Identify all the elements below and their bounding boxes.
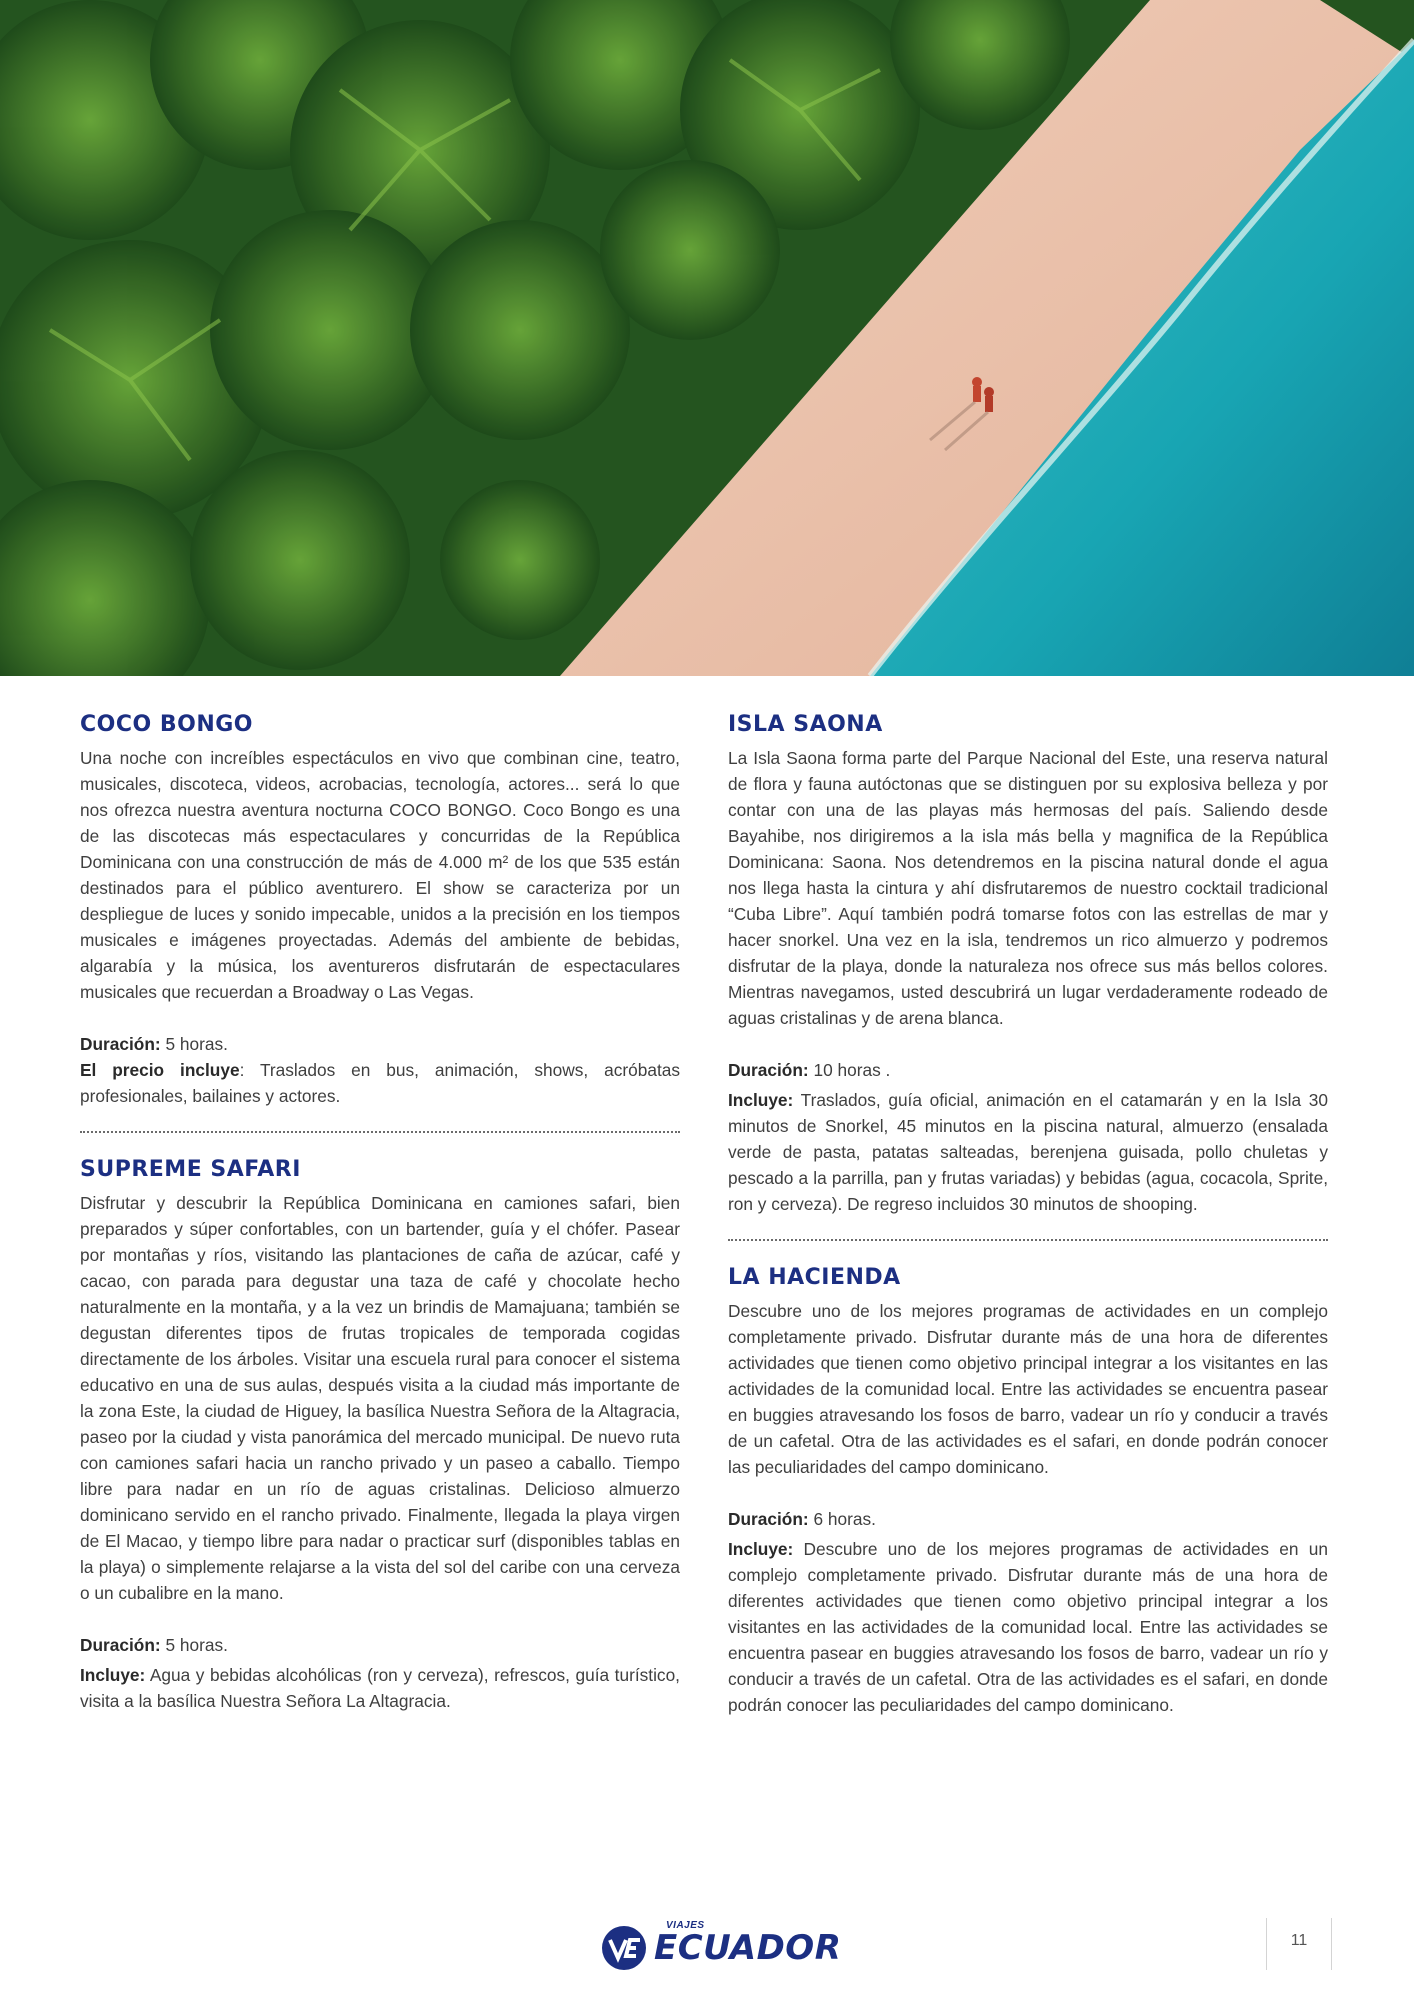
la-hacienda-duration — [728, 1506, 1328, 1532]
duration-label: Duración: — [80, 1034, 161, 1054]
isla-saona-title: ISLA SAONA — [728, 712, 883, 737]
duration-value: 6 horas. — [808, 1509, 876, 1529]
isla-saona-includes — [728, 1087, 1328, 1217]
la-hacienda-includes — [728, 1536, 1328, 1718]
coco-bongo-duration — [80, 1031, 680, 1057]
coco-bongo-title: COCO BONGO — [80, 712, 253, 737]
section-divider — [728, 1239, 1328, 1241]
duration-value: 10 horas . — [808, 1060, 891, 1080]
duration-label: Duración: — [728, 1509, 809, 1529]
duration-label: Duración: — [80, 1635, 161, 1655]
right-column — [728, 712, 1328, 1718]
isla-saona-duration — [728, 1057, 1328, 1083]
viajes-ecuador-logo — [600, 1918, 842, 1976]
includes-value: Agua y bebidas alcohólicas (ron y cerveza), refrescos, guía turístico, visita a la basílica Nuestra Señora La Altagracia. — [80, 1665, 680, 1711]
isla-saona-description: La Isla Saona forma parte del Parque Nacional del Este, una reserva natural de flora y fauna autóctonas que se distinguen por su explosiva belleza y por contar con una de las playas más hermosas del país. Saliendo desde Bayahibe, nos dirigiremos a la isla más bella y magnifica de la República Dominicana: Saona. Nos detendremos en la piscina natural donde el agua nos llega hasta la cintura y ahí disfrutaremos de nuestro cocktail tradicional “Cuba Libre”. Aquí también podrá tomarse fotos con las estrellas de mar y hacer snorkel. Una vez en la isla, tendremos un rico almuerzo y podremos disfrutar de la playa, donde la naturaleza nos ofrece sus más bellos colores. Mientras navegamos, usted descubrirá un lugar verdaderamente rodeado de aguas cristalinas y de arena blanca. — [728, 748, 1328, 1028]
includes-label: Incluye: — [728, 1539, 794, 1559]
la-hacienda-description: Descubre uno de los mejores programas de actividades en un complejo completamente privado. Disfrutar durante más de una hora de diferentes actividades que tienen como objetivo principal integrar a los visitantes en las actividades de la comunidad local. Entre las actividades se encuentra pasear en buggies atravesando los fosos de barro, vadear un río y conducir a través de un cafetal. Otra de las actividades es el safari, en donde podrán conocer las peculiaridades del campo dominicano. — [728, 1301, 1328, 1477]
la-hacienda-title: LA HACIENDA — [728, 1265, 901, 1290]
page-number-box — [1266, 1918, 1332, 1970]
duration-value: 5 horas. — [160, 1034, 228, 1054]
beach-illustration — [0, 0, 1414, 676]
includes-value: : Traslados en bus, animación, shows, acróbatas profesionales, bailaines y actores. — [80, 1060, 680, 1106]
page-number: 11 — [1290, 1932, 1308, 1949]
includes-value: Traslados, guía oficial, animación en el catamarán y en la Isla 30 minutos de Snorkel, 45 minutos en la piscina natural, almuerzo (ensalada verde de pasta, patatas salteadas, berenjena guisada, pollo chuletas y pescado a la parrilla, pan y frutas variadas) y bebidas (agua, cocacola, Sprite, ron y cerveza). De regreso incluidos 30 minutos de shooping. — [728, 1090, 1328, 1214]
hero-photo-beach-aerial — [0, 0, 1414, 676]
ve-logo-icon — [600, 1924, 648, 1972]
section-divider — [80, 1131, 680, 1133]
includes-value: Descubre uno de los mejores programas de actividades en un complejo completamente privado. Disfrutar durante más de una hora de diferentes actividades que tienen como objetivo principal integrar a los visitantes en las actividades de la comunidad local. Entre las actividades se encuentra pasear en buggies atravesando los fosos de barro, vadear un río y conducir a través de un cafetal. Otra de las actividades es el safari, en donde podrán conocer las peculiaridades del campo dominicano. — [728, 1539, 1328, 1715]
includes-label: Incluye: — [728, 1090, 794, 1110]
left-column — [80, 712, 680, 1714]
coco-bongo-description: Una noche con increíbles espectáculos en vivo que combinan cine, teatro, musicales, discoteca, videos, acrobacias, tecnología, actores... será lo que nos ofrezca nuestra aventura nocturna COCO BONGO. Coco Bongo es una de las discotecas más espectaculares y concurridas de la República Dominicana con una construcción de más de 4.000 m² de los que 535 están destinados para el público aventurero. El show se caracteriza por un despliegue de luces y sonido impecable, unidos a la precisión en los tiempos musicales e imágenes proyectadas. Además del ambiente de bebidas, algarabía y la música, los aventureros disfrutarán de espectaculares musicales que recuerdan a Broadway o Las Vegas. — [80, 748, 680, 1002]
brand-prefix: VIAJES — [666, 1920, 705, 1931]
duration-label: Duración: — [728, 1060, 809, 1080]
includes-label: Incluye: — [80, 1665, 146, 1685]
duration-value: 5 horas. — [160, 1635, 228, 1655]
supreme-safari-title: SUPREME SAFARI — [80, 1157, 301, 1182]
supreme-safari-duration — [80, 1632, 680, 1658]
brand-name: ECUADOR — [654, 1928, 842, 1968]
includes-label: El precio incluye — [80, 1060, 240, 1080]
supreme-safari-description: Disfrutar y descubrir la República Dominicana en camiones safari, bien preparados y súper confortables, con un bartender, guía y el chófer. Pasear por montañas y ríos, visitando las plantaciones de caña de azúcar, café y cacao, con parada para degustar una taza de café y chocolate hecho naturalmente en la montaña, y a la vez un brindis de Mamajuana; también se degustan diferentes tipos de frutas tropicales de temporada cogidas directamente de los árboles. Visitar una escuela rural para conocer el sistema educativo en una de sus aulas, después visita a la ciudad más importante de la zona Este, la ciudad de Higuey, la basílica Nuestra Señora de la Altagracia, paseo por la ciudad y vista panorámica del mercado municipal. De nuevo ruta con camiones safari hacia un rancho privado y un paseo a caballo. Tiempo libre para nadar en un río de aguas cristalinas. Delicioso almuerzo dominicano servido en el rancho privado. Finalmente, llegada la playa virgen de El Macao, y tiempo libre para nadar o practicar surf (disponibles tablas en la playa) o simplemente relajarse a la vista del sol del caribe con una cerveza o un cubalibre en la mano. — [80, 1193, 680, 1603]
coco-bongo-includes — [80, 1057, 680, 1109]
supreme-safari-includes — [80, 1662, 680, 1714]
